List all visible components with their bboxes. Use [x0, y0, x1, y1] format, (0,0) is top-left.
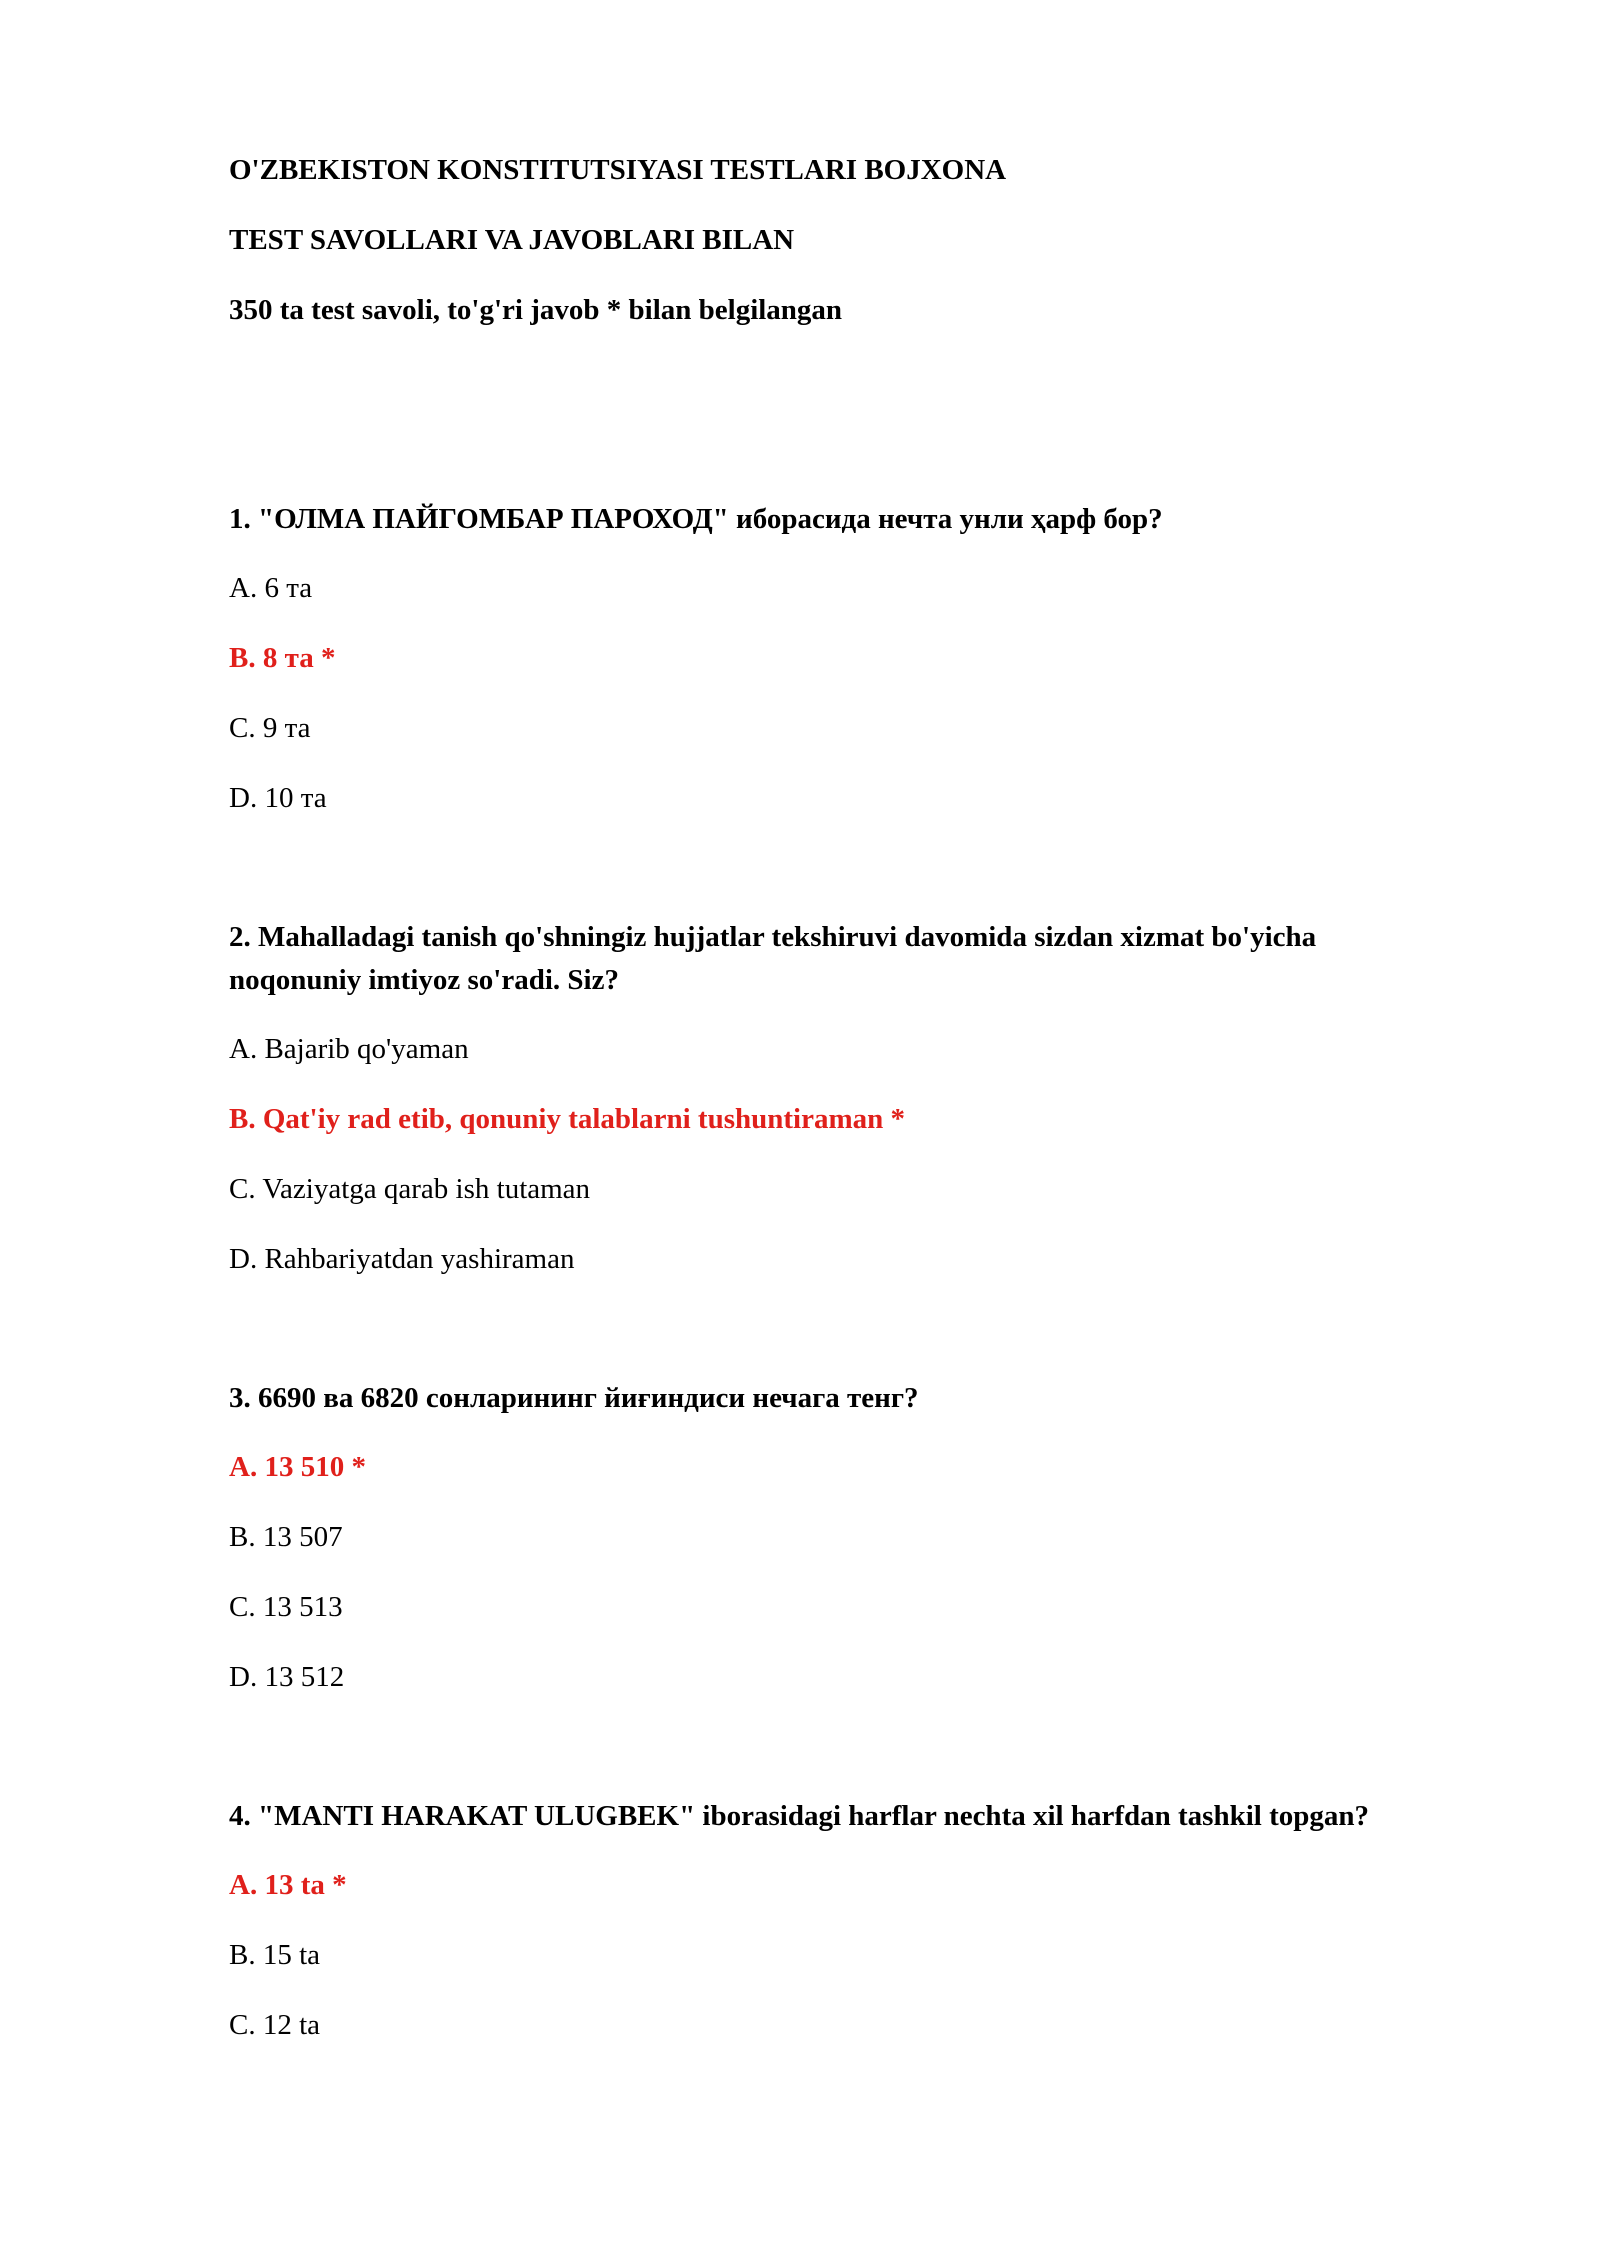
- document-header: [229, 150, 1429, 360]
- answer-option-correct: A. 13 510 *: [229, 1451, 366, 1483]
- answer-option: B. 13 507: [229, 1521, 343, 1553]
- answer-option: A. Bajarib qo'yaman: [229, 1033, 469, 1065]
- answer-option-correct: B. 8 та *: [229, 642, 336, 674]
- answer-option-correct: A. 13 ta *: [229, 1869, 347, 1901]
- question-text: 4. "MANTI HARAKAT ULUGBEK" iborasidagi harflar nechta xil harfdan tashkil topgan?: [229, 1800, 1369, 1832]
- question-text: 2. Mahalladagi tanish qo'shningiz hujjatlar tekshiruvi davomida sizdan xizmat bo'yicha noqonuniy imtiyoz so'radi. Siz?: [229, 921, 1317, 996]
- answer-option: D. 10 та: [229, 782, 327, 814]
- question-text: 3. 6690 ва 6820 сонларининг йиғиндиси нечага тенг?: [229, 1382, 919, 1414]
- question-text: 1. "ОЛМА ПАЙГОМБАР ПАРОХОД" иборасида нечта унли ҳарф бор?: [229, 503, 1163, 535]
- question-1: [229, 498, 1449, 818]
- document-subtitle: TEST SAVOLLARI VA JAVOBLARI BILAN: [229, 224, 795, 256]
- answer-option: C. 9 та: [229, 712, 311, 744]
- document-title: O'ZBEKISTON KONSTITUTSIYASI TESTLARI BOJXONA: [229, 154, 1007, 186]
- answer-option: A. 6 та: [229, 572, 313, 604]
- answer-option: C. 13 513: [229, 1591, 343, 1623]
- question-2: [229, 916, 1449, 1279]
- answer-option-correct: B. Qat'iy rad etib, qonuniy talablarni tushuntiraman *: [229, 1103, 905, 1135]
- question-list: [229, 498, 1449, 2143]
- question-3: [229, 1377, 1449, 1697]
- question-4: [229, 1795, 1449, 2045]
- answer-option: D. Rahbariyatdan yashiraman: [229, 1243, 575, 1275]
- answer-option: C. Vaziyatga qarab ish tutaman: [229, 1173, 591, 1205]
- answer-option: B. 15 ta: [229, 1939, 321, 1971]
- answer-option: D. 13 512: [229, 1661, 345, 1693]
- answer-option: C. 12 ta: [229, 2009, 321, 2041]
- document-note: 350 ta test savoli, to'g'ri javob * bilan belgilangan: [229, 294, 843, 326]
